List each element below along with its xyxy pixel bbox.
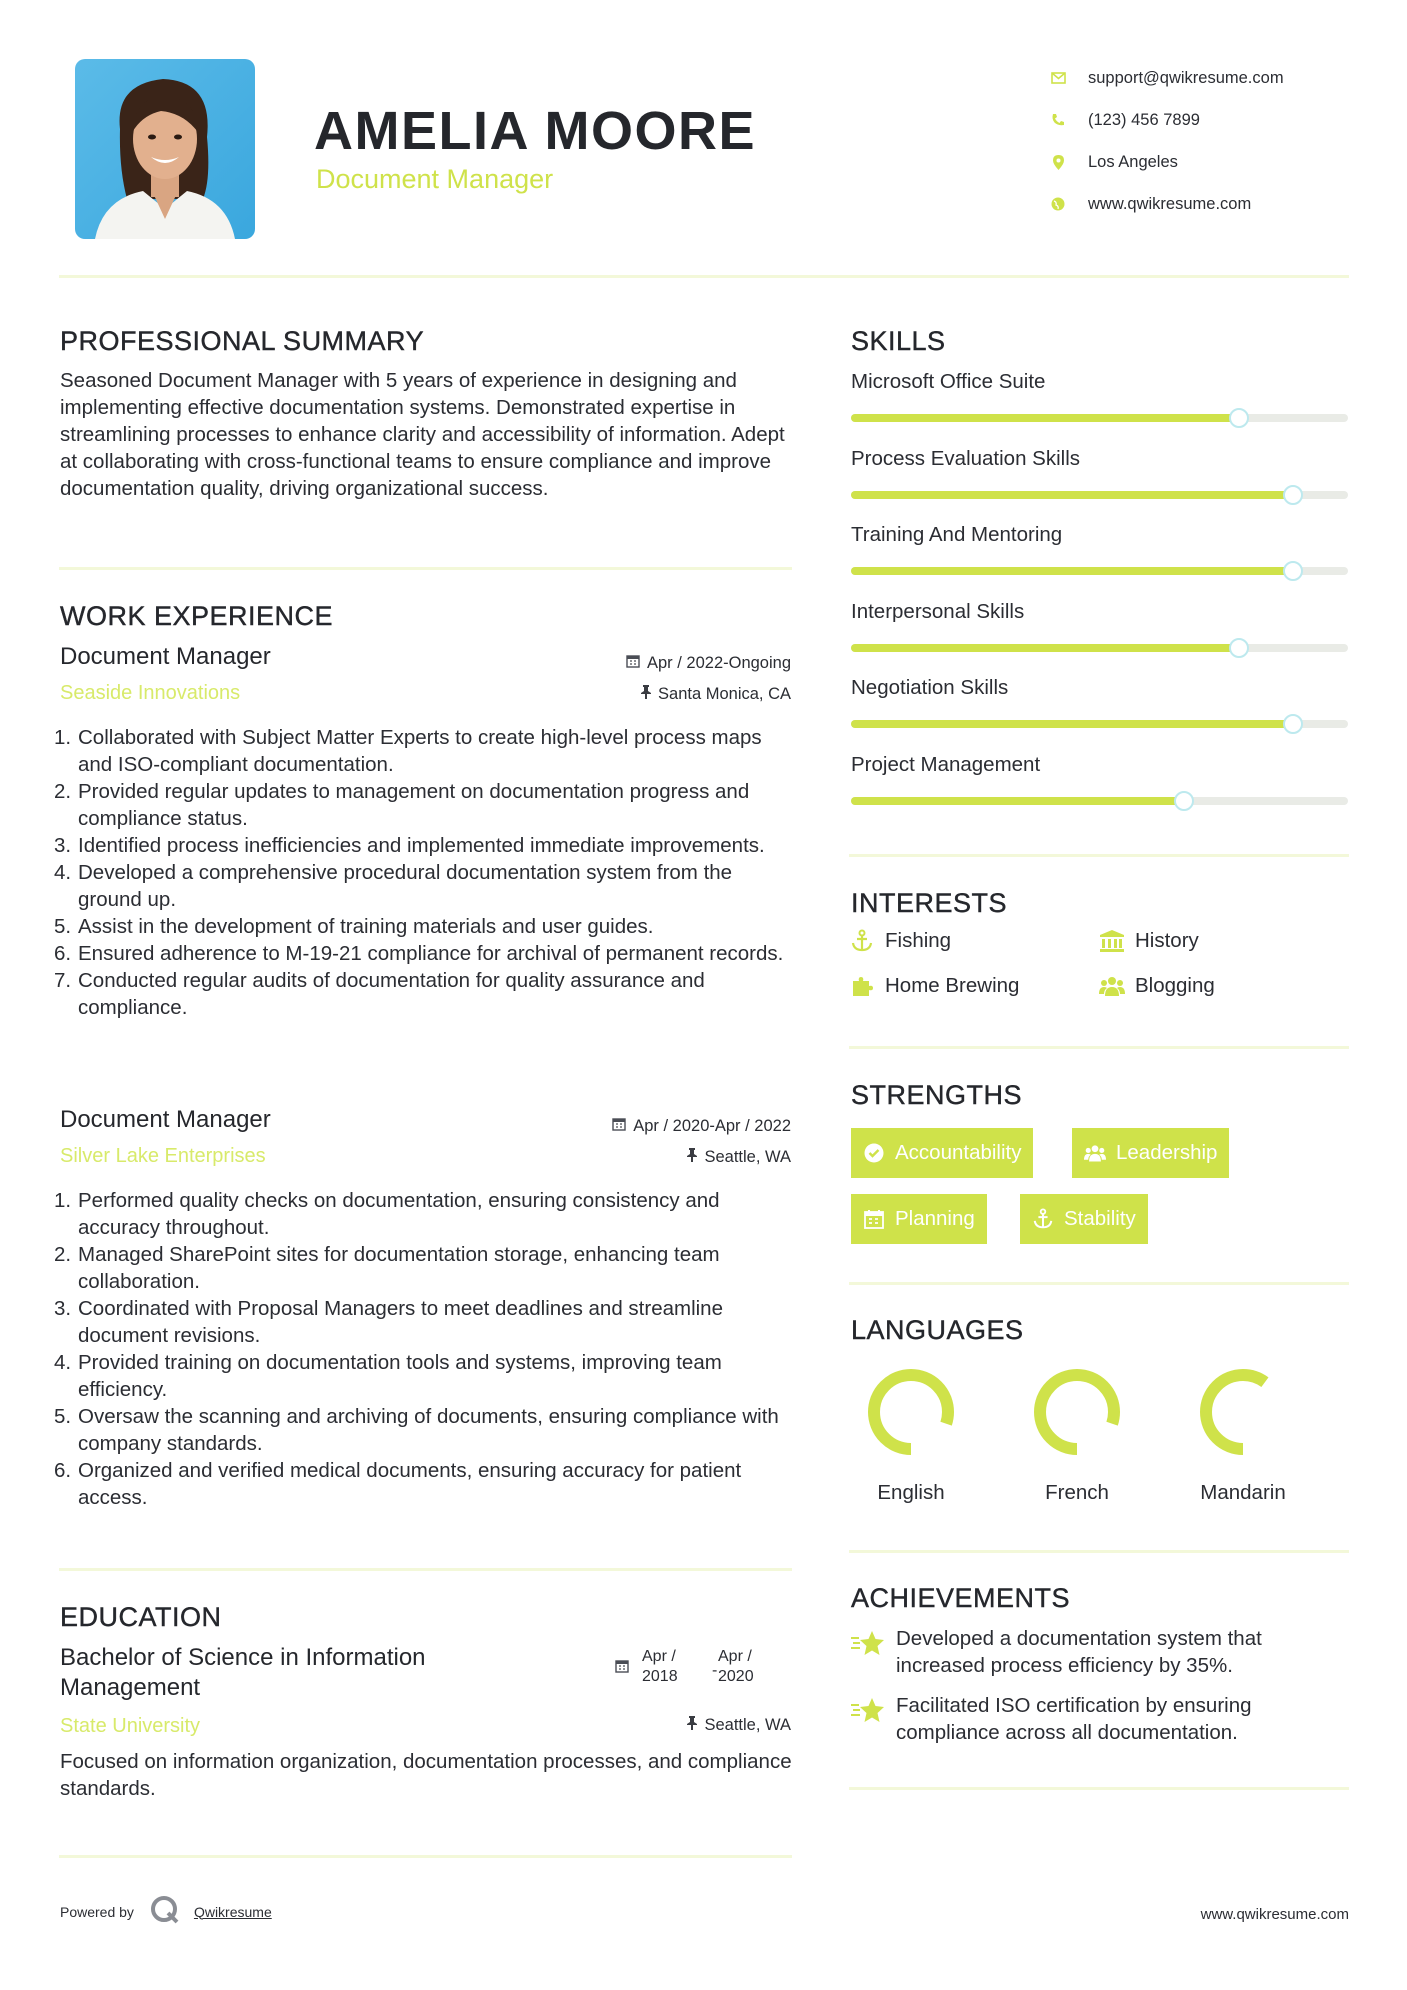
education-end-line2: 2020: [718, 1668, 754, 1685]
museum-icon: [1099, 928, 1125, 954]
summary-heading: PROFESSIONAL SUMMARY: [60, 326, 425, 356]
interest-label: Home Brewing: [885, 974, 1020, 997]
language-label: English: [877, 1481, 945, 1504]
strength-badge: [851, 1194, 987, 1244]
job-dates: [612, 1117, 791, 1136]
interest-label: Blogging: [1135, 974, 1215, 997]
header-divider: [59, 275, 1349, 278]
calendar-icon: [615, 1659, 629, 1679]
calendar-icon: [626, 654, 640, 673]
language-item: [1012, 1364, 1142, 1505]
language-proficiency-ring: [1195, 1364, 1291, 1460]
calendar-icon: [612, 1117, 626, 1136]
check-circle-icon: [863, 1142, 885, 1164]
list-item: 1. Performed quality checks on documentation, ensuring consistency and accuracy throughout.: [54, 1189, 720, 1239]
job-location-text: Seattle, WA: [704, 1148, 791, 1166]
job-dates: [626, 654, 791, 673]
globe-icon: [1050, 196, 1066, 212]
skill-level-bar: [851, 797, 1348, 805]
skill-level-knob: [1229, 408, 1249, 428]
list-item: 1. Collaborated with Subject Matter Experts to create high-level process maps and ISO-compliant documentation.: [54, 726, 762, 776]
list-item: 7. Conducted regular audits of documentation for quality assurance and compliance.: [54, 969, 705, 1019]
skills-heading: SKILLS: [851, 326, 946, 356]
star-icon: [851, 1629, 885, 1659]
contact-list: [1050, 57, 1284, 225]
achievements-heading: ACHIEVEMENTS: [851, 1583, 1071, 1613]
star-icon: [851, 1696, 885, 1726]
skill-level-fill: [851, 491, 1293, 499]
pushpin-icon: [687, 1716, 697, 1735]
job-location-text: Santa Monica, CA: [658, 685, 791, 703]
achievement-item: [851, 1625, 1351, 1679]
education-heading: EDUCATION: [60, 1602, 222, 1632]
strength-badge: [1020, 1194, 1148, 1244]
interest-item: [1099, 973, 1215, 999]
skill-level-bar: [851, 720, 1348, 728]
candidate-title: Document Manager: [316, 164, 554, 194]
achievement-line: increased process efficiency by 35%.: [896, 1654, 1233, 1677]
interest-item: [1099, 928, 1199, 954]
skill-level-fill: [851, 414, 1239, 422]
footer-powered-by: [60, 1895, 272, 1928]
contact-website[interactable]: [1050, 183, 1284, 225]
summary-text: Seasoned Document Manager with 5 years of experience in designing and implementing effective documentation systems. Demonstrated expertise in streamlining processes to enhance clarity and accessibility of information. Adept at collaborating with cross-functional teams to ensure compliance and improve documentation quality, driving organizational success.: [60, 369, 785, 500]
strengths-divider: [849, 1282, 1349, 1285]
strength-label: Stability: [1064, 1207, 1136, 1230]
interest-label: History: [1135, 929, 1199, 952]
language-proficiency-ring: [1029, 1364, 1125, 1460]
achievement-item: [851, 1692, 1351, 1746]
education-location-text: Seattle, WA: [704, 1716, 791, 1734]
puzzle-icon: [849, 973, 875, 999]
language-proficiency-arc: [1206, 1375, 1280, 1449]
users-icon: [1099, 973, 1125, 999]
skill-label: Microsoft Office Suite: [851, 370, 1046, 393]
skill-level-knob: [1283, 485, 1303, 505]
contact-phone[interactable]: [1050, 99, 1284, 141]
skill-label: Training And Mentoring: [851, 523, 1063, 546]
contact-phone-text: (123) 456 7899: [1088, 110, 1200, 129]
job-duties-list: [52, 1187, 792, 1511]
envelope-icon: [1050, 70, 1066, 86]
interests-heading: INTERESTS: [851, 888, 1008, 918]
phone-icon: [1050, 112, 1066, 128]
skills-divider: [849, 854, 1349, 857]
list-item: 4. Developed a comprehensive procedural documentation system from the ground up.: [54, 861, 733, 911]
language-proficiency-arc: [874, 1375, 948, 1449]
job-title: Document Manager: [60, 1106, 271, 1133]
strength-label: Planning: [895, 1207, 975, 1230]
achievements-divider: [849, 1787, 1349, 1790]
list-item: 6. Ensured adherence to M-19-21 compliance for archival of permanent records.: [54, 942, 784, 965]
language-label: French: [1045, 1481, 1109, 1504]
pushpin-icon: [687, 1148, 697, 1167]
list-item: 6. Organized and verified medical documents, ensuring accuracy for patient access.: [54, 1459, 742, 1509]
skill-label: Project Management: [851, 752, 1041, 776]
pushpin-icon: [641, 685, 651, 704]
strength-badge: [1072, 1128, 1229, 1178]
education-dates: [615, 1647, 765, 1691]
languages-heading: LANGUAGES: [851, 1315, 1024, 1345]
skill-level-fill: [851, 720, 1293, 728]
skill-level-knob: [1283, 561, 1303, 581]
skill-level-fill: [851, 644, 1239, 652]
contact-location: [1050, 141, 1284, 183]
strength-label: Leadership: [1116, 1141, 1218, 1164]
skill-level-bar: [851, 567, 1348, 575]
skill-level-bar: [851, 414, 1348, 422]
education-start-line1: Apr /: [642, 1648, 676, 1665]
skill-level-fill: [851, 797, 1184, 805]
strengths-heading: STRENGTHS: [851, 1080, 1023, 1110]
contact-email-text: support@qwikresume.com: [1088, 68, 1284, 87]
strength-badge: [851, 1128, 1033, 1178]
contact-website-text: www.qwikresume.com: [1088, 194, 1252, 213]
work-heading: WORK EXPERIENCE: [60, 601, 334, 631]
job-duties-list: [52, 724, 792, 1021]
calendar-icon: [863, 1208, 885, 1230]
achievement-line: compliance across all documentation.: [896, 1721, 1238, 1744]
skill-level-knob: [1174, 791, 1194, 811]
language-proficiency-arc: [1040, 1375, 1114, 1449]
contact-location-text: Los Angeles: [1088, 152, 1178, 171]
interests-divider: [849, 1046, 1349, 1049]
skill-level-bar: [851, 644, 1348, 652]
language-proficiency-ring: [863, 1364, 959, 1460]
interest-item: [849, 928, 951, 954]
interest-item: [849, 973, 1019, 999]
education-description: Focused on information organization, documentation processes, and compliance standards.: [60, 1750, 792, 1800]
skill-level-knob: [1283, 714, 1303, 734]
footer-website[interactable]: www.qwikresume.com: [1200, 1906, 1349, 1923]
list-item: 5. Assist in the development of training materials and user guides.: [54, 915, 654, 938]
list-item: 5. Oversaw the scanning and archiving of documents, ensuring compliance with company standards.: [54, 1405, 779, 1455]
company-name: Seaside Innovations: [60, 682, 241, 704]
strength-label: Accountability: [895, 1141, 1022, 1164]
skill-label: Process Evaluation Skills: [851, 446, 1081, 470]
anchor-icon: [1032, 1208, 1054, 1230]
anchor-icon: [849, 928, 875, 954]
skill-level-bar: [851, 491, 1348, 499]
school-name: State University: [60, 1715, 201, 1737]
skill-level-fill: [851, 567, 1293, 575]
interest-label: Fishing: [885, 929, 952, 952]
degree-title-line2: Management: [60, 1674, 201, 1701]
candidate-name: AMELIA MOORE: [314, 101, 756, 161]
achievement-text: [896, 1625, 1351, 1679]
education-end-line1: Apr /: [718, 1648, 752, 1665]
education-location: [687, 1716, 791, 1735]
qwikresume-logo-icon: [150, 1895, 180, 1928]
job-location: [641, 685, 791, 704]
job-dates-text: Apr / 2020-Apr / 2022: [633, 1117, 791, 1135]
language-item: [846, 1364, 976, 1505]
education-divider: [59, 1855, 792, 1858]
list-item: 3. Coordinated with Proposal Managers to meet deadlines and streamline document revisions.: [54, 1297, 723, 1347]
qwikresume-link[interactable]: Qwikresume: [193, 1903, 272, 1920]
education-start-line2: 2018: [642, 1668, 678, 1685]
skill-label: Negotiation Skills: [851, 676, 1009, 699]
company-name: Silver Lake Enterprises: [60, 1145, 266, 1167]
achievement-line: Facilitated ISO certification by ensuring: [896, 1694, 1252, 1717]
work-divider: [59, 1568, 792, 1571]
summary-divider: [59, 567, 792, 570]
map-pin-icon: [1050, 154, 1066, 170]
job-dates-text: Apr / 2022-Ongoing: [646, 654, 791, 672]
achievement-text: [896, 1692, 1351, 1746]
skill-level-knob: [1229, 638, 1249, 658]
date-range-separator: -: [712, 1662, 718, 1679]
job-title: Document Manager: [60, 643, 271, 670]
list-item: 4. Provided training on documentation tools and systems, improving team efficiency.: [54, 1351, 722, 1401]
languages-divider: [849, 1550, 1349, 1553]
list-item: 3. Identified process inefficiencies and implemented immediate improvements.: [54, 834, 765, 857]
list-item: 2. Provided regular updates to management on documentation progress and compliance status.: [54, 780, 750, 830]
achievement-line: Developed a documentation system that: [896, 1627, 1262, 1650]
skill-label: Interpersonal Skills: [851, 599, 1025, 623]
degree-title-line1: Bachelor of Science in Information: [60, 1644, 426, 1671]
job-location: [687, 1148, 791, 1167]
language-label: Mandarin: [1200, 1481, 1286, 1504]
list-item: 2. Managed SharePoint sites for documentation storage, enhancing team collaboration.: [54, 1243, 720, 1293]
powered-by-label: Powered by: [60, 1903, 134, 1920]
users-icon: [1084, 1142, 1106, 1164]
language-item: [1178, 1364, 1308, 1505]
contact-email[interactable]: [1050, 57, 1284, 99]
profile-photo: [75, 59, 255, 239]
